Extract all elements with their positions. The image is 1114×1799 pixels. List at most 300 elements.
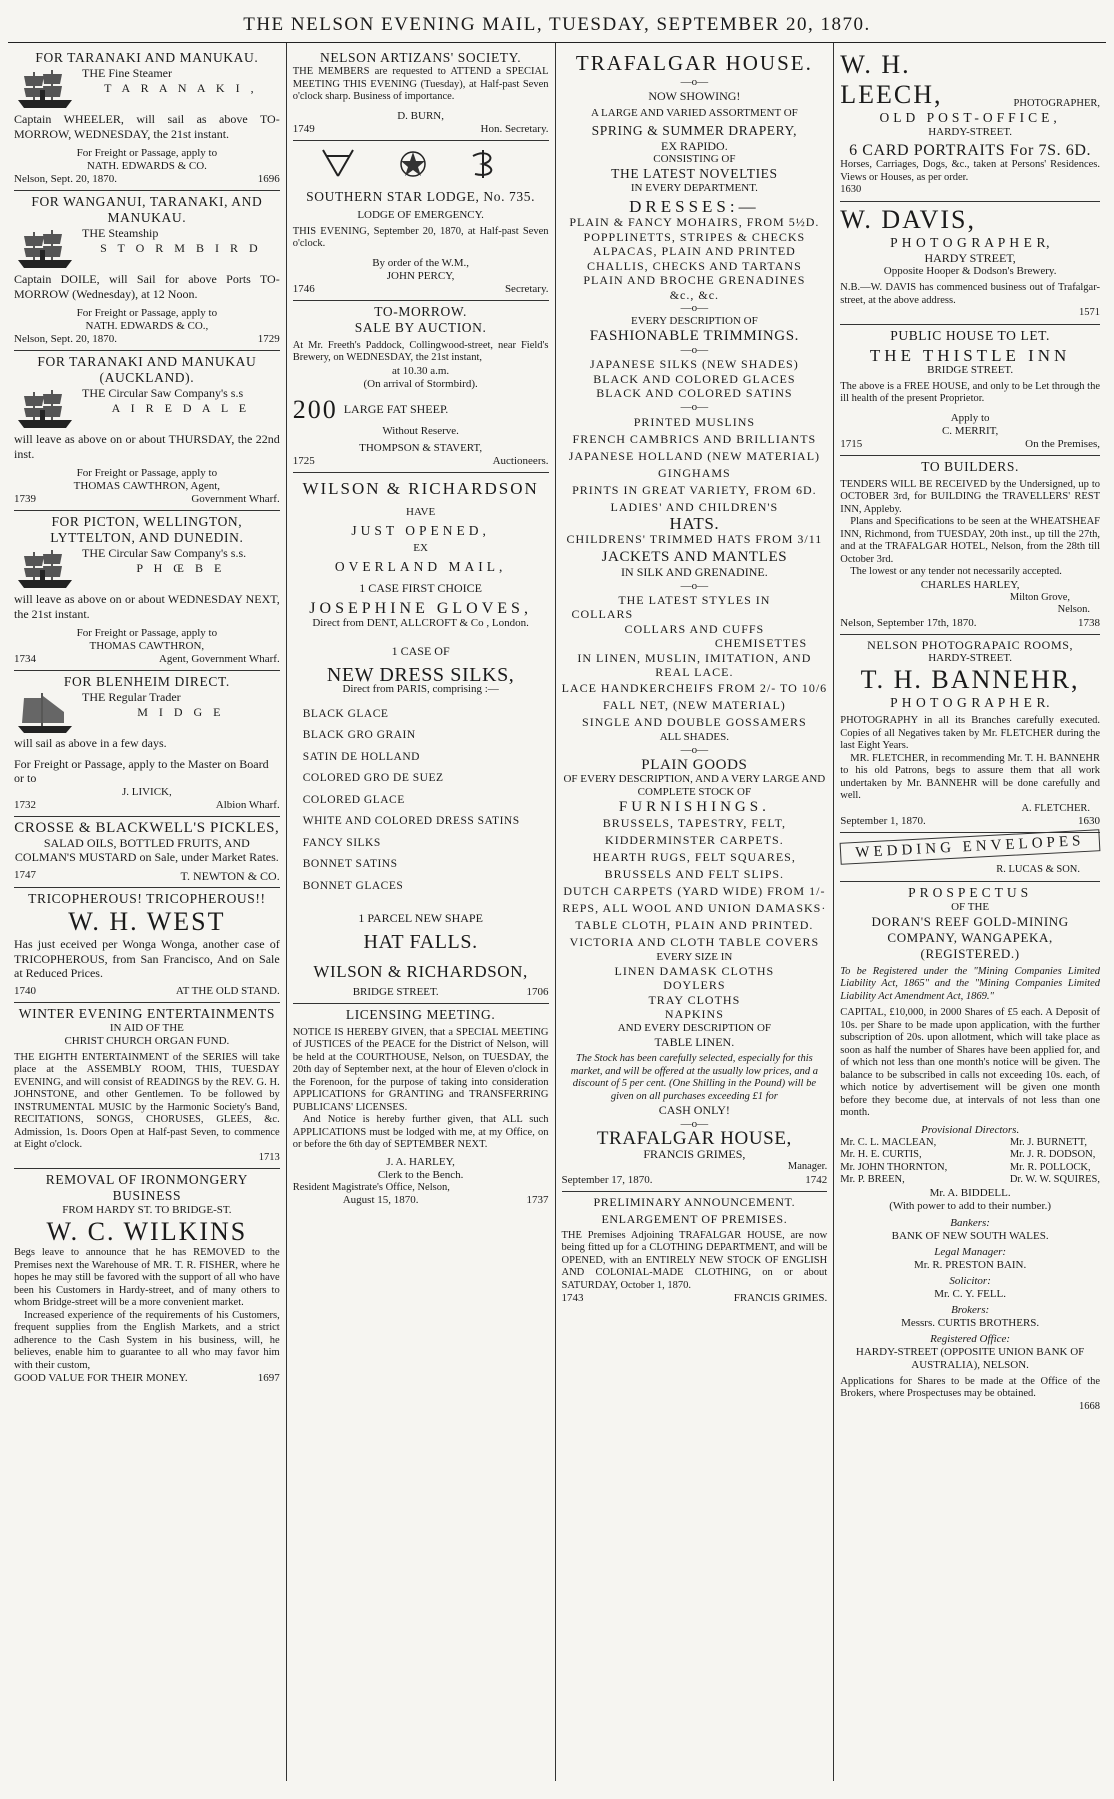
list-item: Mr. P. BREEN, (840, 1174, 905, 1185)
divider: —o— (680, 743, 709, 756)
ad-text: OF THE (951, 900, 990, 913)
ad-text: PLAIN GOODS (641, 756, 748, 773)
list-item: KIDDERMINSTER CARPETS. (605, 832, 784, 847)
ad-text: Apply to (950, 411, 990, 424)
ad-heading: FOR TARANAKI AND MANUKAU. (35, 50, 259, 65)
list-item: PLAIN & FANCY MOHAIRS, FROM 5½D. (569, 215, 820, 229)
ad-builders (840, 456, 1100, 635)
ad-text: Direct from PARIS, comprising :— (342, 682, 499, 695)
divider: —o— (680, 400, 709, 413)
ad-text: TRAFALGAR HOUSE, (596, 1127, 792, 1149)
ad-heading: PUBLIC HOUSE TO LET. (890, 327, 1050, 343)
ad-text: JUST OPENED, (351, 522, 490, 538)
ad-text: Clerk to the Bench. (377, 1168, 464, 1181)
divider: —o— (680, 1117, 709, 1130)
ad-number: 1571 (1079, 307, 1100, 318)
agent: NATH. EDWARDS & CO., (85, 320, 209, 332)
list-item: FANCY SILKS (302, 836, 381, 849)
ad-heading: TRAFALGAR HOUSE. (575, 51, 813, 75)
ad-text: EVERY DESCRIPTION OF (631, 315, 758, 327)
ad-body: THE EIGHTH ENTERTAINMENT of the SERIES will take place at the ASSEMBLY ROOM, THIS, TUESDAY EVENING, and will consist of READINGS by the REV. G. H. JOHNSTONE, and other Gentlemen. To be followed by INSTRUMENTAL MUSIC by the Harmonic Society's Band, RECITATIONS, SONGS, CHORUSES, GLEES, &c. Admission, 1s. Doors Open at Half-past Seven, to commence at Eight o'clock. (14, 1051, 280, 1150)
ad-text: EVERY SIZE IN (656, 950, 733, 963)
ad-text: Resident Magistrate's Office, Nelson, (292, 1181, 450, 1193)
ad-text: THE Regular Trader (82, 690, 181, 704)
ship-name: S T O R M B I R D (100, 240, 262, 255)
list-item: BONNET SATINS (302, 858, 398, 870)
ad-text: LODGE OF EMERGENCY. (357, 208, 484, 221)
ad-text: Registered Office: (930, 1332, 1011, 1345)
ad-heading: TO-MORROW. (374, 303, 467, 319)
ad-text: HARDY-STREET. (928, 652, 1013, 664)
ad-number: 1630 (840, 184, 862, 195)
ad-number: 1737 (526, 1194, 549, 1206)
ad-text: Legal Manager: (934, 1245, 1007, 1258)
ad-body: Captain WHEELER, will sail as above TO-MORROW, WEDNESDAY, the 21st instant. (14, 112, 280, 141)
ad-text: HAT FALLS. (363, 930, 478, 953)
ad-text: Albion Wharf. (215, 798, 280, 811)
ad-heading: FOR WANGANUI, TARANAKI, AND MANUKAU. (31, 194, 263, 225)
ad-heading: FOR PICTON, WELLINGTON, LYTTELTON, AND DUNEDIN. (50, 514, 244, 545)
columns (8, 43, 1106, 1781)
ad-number: 1713 (258, 1151, 280, 1163)
ad-number: 1747 (14, 868, 36, 881)
ad-text: Solicitor: (949, 1274, 991, 1287)
merchant-name: W. H. WEST (68, 907, 226, 936)
ad-number: 1696 (257, 173, 280, 185)
list-item: POPPLINETTS, STRIPES & CHECKS (583, 229, 806, 244)
ad-body: Horses, Carriages, Dogs, &c., taken at Persons' Residences. Views or Houses, as per order. (840, 159, 1100, 183)
ad-text: IN SILK AND GRENADINE. (621, 565, 768, 579)
ad-heading: SALE BY AUCTION. (354, 319, 487, 335)
ad-text: Brokers: (951, 1303, 990, 1316)
ad-text: AND EVERY DESCRIPTION OF (617, 1021, 772, 1034)
divider: —o— (680, 76, 709, 88)
ad-text: JOSEPHINE GLOVES, (309, 600, 532, 617)
ad-number: 1732 (14, 798, 36, 811)
signature: FRANCIS GRIMES. (733, 1292, 828, 1304)
ad-text: HARDY-STREET. (928, 126, 1013, 138)
ad-number: 1746 (292, 282, 315, 295)
ad-wedding-envelopes (840, 833, 1100, 882)
masonic-emblem-icon (293, 144, 533, 184)
ad-text: HARDY-STREET (OPPOSITE UNION BANK OF AUSTRALIA), NELSON. (855, 1345, 1085, 1371)
ad-text: DRESSES:— (629, 197, 760, 216)
list-item: HEARTH RUGS, FELT SQUARES, (592, 849, 796, 864)
ad-preliminary (562, 1192, 828, 1310)
ad-number: 1697 (257, 1372, 280, 1384)
list-item: DOYLERS (663, 978, 726, 992)
furnishings-list (562, 815, 828, 951)
ad-heading: WINTER EVENING ENTERTAINMENTS (18, 1005, 275, 1021)
ad-taranaki (14, 47, 280, 191)
ad-text: FROM HARDY ST. TO BRIDGE-ST. (62, 1204, 232, 1216)
merchant-name: W. DAVIS, (840, 204, 976, 234)
ad-text: COLLARS AND CUFFS (624, 621, 765, 636)
ad-text: THE Circular Saw Company's s.s. (82, 546, 247, 560)
ad-body: will leave as above on or about THURSDAY, the 22nd inst. (14, 432, 280, 461)
ad-davis (840, 202, 1100, 325)
ad-text: CONSISTING OF (653, 153, 736, 165)
divider: —o— (680, 344, 709, 356)
ad-text: GOOD VALUE FOR THEIR MONEY. (14, 1372, 188, 1384)
ad-number: 1743 (561, 1292, 584, 1304)
silks-list (293, 704, 549, 898)
silks-list (562, 357, 828, 401)
ad-text: THE LATEST NOVELTIES (611, 166, 778, 181)
ad-text: CHILDRENS' TRIMMED HATS FROM 3/11 (566, 531, 823, 546)
merchant-name: T. NEWTON & CO. (180, 868, 280, 883)
ad-public-house (840, 325, 1100, 456)
ad-text: IN LINEN, MUSLIN, IMITATION, AND (577, 650, 812, 665)
list-item: PRINTED MUSLINS (633, 414, 756, 429)
ad-text: Opposite Hooper & Dodson's Brewery. (883, 265, 1057, 277)
ad-text: Agent, Government Wharf. (158, 653, 280, 665)
list-item: BRUSSELS AND FELT SLIPS. (604, 866, 785, 881)
ad-text: Mr. A. BIDDELL. (929, 1186, 1011, 1199)
ad-body: To be Registered under the "Mining Companies Limited Liability Act, 1865" and the "Mining Companies Limited Liability Act Amendment Act, 1869." (840, 965, 1100, 1002)
ad-heading: PROSPECTUS (908, 884, 1033, 900)
ad-body: TENDERS WILL BE RECEIVED by the Undersigned, up to OCTOBER 3rd, for BUILDING the TRAVELLERS' REST INN, Appleby. (840, 478, 1100, 515)
ad-number: 1740 (14, 984, 36, 997)
ad-photographic-rooms (840, 635, 1100, 834)
list-item: NAPKINS (664, 1007, 724, 1021)
steamship-icon (14, 386, 76, 432)
ad-text: Mr. R. PRESTON BAIN. (913, 1258, 1027, 1271)
ad-text: IN AID OF THE (109, 1021, 184, 1034)
ad-text: SPRING & SUMMER DRAPERY, (591, 122, 798, 138)
ad-body: The lowest or any tender not necessarily accepted. (850, 566, 1062, 577)
ship-name: M I D G E (137, 704, 225, 719)
signature: CHARLES HARLEY, (920, 578, 1020, 591)
list-item: PRINTS IN GREAT VARIETY, FROM 6D. (572, 482, 817, 497)
directors-list (840, 1137, 1100, 1187)
list-item: FALL NET, (NEW MATERIAL) (602, 697, 786, 712)
ad-text: THE Circular Saw Company's s.s (82, 386, 244, 400)
ad-text: HARDY STREET, (924, 250, 1016, 265)
ad-text: Mr. C. Y. FELL. (934, 1287, 1007, 1300)
list-item: PLAIN AND BROCHE GRENADINES (583, 273, 806, 287)
list-item: JAPANESE SILKS (NEW SHADES) (590, 357, 799, 371)
list-item: JAPANESE HOLLAND (NEW MATERIAL) (568, 448, 821, 463)
list-item: SINGLE AND DOUBLE GOSSAMERS (582, 714, 807, 729)
ad-body: Plans and Specifications to be seen at the WHEATSHEAF INN, Richmond, from TUESDAY, 20th inst., up till the 27th, and at the TRAFALGAR HOTEL, Nelson, from the 28th till October 3rd. (840, 516, 1100, 565)
ad-number: 1725 (292, 454, 315, 467)
ad-text: Hon. Secretary. (480, 122, 549, 135)
ad-text: NEW DRESS SILKS, (326, 663, 515, 686)
column-4 (834, 43, 1106, 1781)
ad-text: 1 CASE FIRST CHOICE (359, 580, 483, 595)
ad-heading: WEDDING ENVELOPES (840, 829, 1101, 865)
ad-text: CHEMISETTES (714, 636, 808, 650)
ad-text: AT THE OLD STAND. (175, 984, 280, 997)
signature: C. MERRIT, (941, 424, 999, 437)
agent: J. LIVICK, (121, 785, 172, 798)
ad-text: EX RAPIDO. (661, 138, 728, 153)
list-item: LINEN DAMASK CLOTHS (614, 963, 775, 978)
ad-heading: SOUTHERN STAR LODGE, No. 735. (306, 188, 536, 204)
signature: R. LUCAS & SON. (996, 864, 1080, 875)
agent: THOMAS CAWTHRON, (89, 640, 205, 652)
ad-text: On the Premises, (1025, 437, 1100, 450)
prints-list (562, 414, 828, 516)
ad-prospectus (840, 882, 1100, 1418)
ad-text: P H O T O G R A P H E R, (890, 234, 1051, 250)
ad-body: At Mr. Freeth's Paddock, Collingwood-street, near Field's Brewery, on WEDNESDAY, the 21st instant, (292, 339, 549, 363)
lace-list (562, 680, 828, 731)
ad-text: 6 CARD PORTRAITS For 7S. 6D. (849, 142, 1092, 159)
ad-number: 1668 (1079, 1400, 1100, 1412)
ad-text: at 10.30 a.m. (392, 364, 450, 377)
ad-text: OF EVERY DESCRIPTION, AND A VERY LARGE AND COMPLETE STOCK OF (563, 772, 826, 798)
list-item: Mr. J. R. DODSON, (1009, 1149, 1096, 1160)
ad-text: For Freight or Passage, apply to (76, 467, 218, 479)
ad-text: OLD POST-OFFICE, (879, 110, 1061, 125)
ad-body: PHOTOGRAPHY in all its Branches carefully executed. Copies of all Negatives taken by Mr. FLETCHER during the last Eight Years. (840, 715, 1100, 751)
list-item: WHITE AND COLORED DRESS SATINS (302, 815, 520, 827)
ad-heading: LICENSING MEETING. (345, 1006, 496, 1022)
ad-body: will sail as above in a few days. (14, 736, 167, 750)
ad-body: MR. FLETCHER, in recommending Mr. T. H. BANNEHR to his old Patrons, begs to assure them that all work undertaken by Mr. BANNEHR will be done carefully and well. (840, 752, 1100, 801)
ad-lodge (293, 141, 549, 301)
ad-text: Manager. (787, 1161, 828, 1172)
list-item: LADIES' AND CHILDREN'S (610, 499, 779, 514)
ad-airedale (14, 351, 280, 511)
ad-number: 1742 (805, 1173, 828, 1186)
list-item: Mr. J. BURNETT, (1009, 1136, 1087, 1148)
ad-tricopherous (14, 888, 280, 1003)
ad-leech (840, 47, 1100, 202)
ad-text: REAL LACE. (655, 665, 734, 679)
ad-phoebe (14, 511, 280, 671)
signature: D. BURN, (397, 109, 444, 122)
agent: THOMAS CAWTHRON, Agent, (73, 480, 221, 492)
column-1 (8, 43, 287, 1781)
ad-text: P H O T O G R A P H E R. (890, 695, 1051, 710)
steamship-icon (14, 226, 76, 272)
ad-text: 1 CASE OF (391, 644, 450, 658)
list-item: REPS, ALL WOOL AND UNION DAMASKS· (562, 900, 827, 915)
ad-heading: ENLARGEMENT OF PREMISES. (601, 1212, 788, 1226)
ad-text: OVERLAND MAIL, (334, 558, 507, 574)
ad-text: Provisional Directors. (921, 1123, 1020, 1136)
ad-number: 1749 (292, 122, 315, 135)
ad-body: Captain DOILE, will Sail for above Ports TO-MORROW (Wednesday), at 12 Noon. (14, 272, 280, 301)
ad-text: Direct from DENT, ALLCROFT & Co , London. (312, 617, 529, 629)
ad-heading: CROSSE & BLACKWELL'S PICKLES, (14, 819, 280, 836)
ad-wilson-richardson (293, 473, 549, 1004)
ad-number: 1706 (526, 985, 549, 998)
list-item: TRAY CLOTHS (648, 992, 741, 1007)
ad-date: Nelson, Sept. 20, 1870. (14, 173, 117, 185)
ship-name: A I R E D A L E (111, 400, 251, 415)
ad-winter-entertainments (14, 1003, 280, 1170)
agent: NATH. EDWARDS & CO. (86, 160, 207, 172)
ad-text: Government Wharf. (191, 493, 280, 505)
list-item: BLACK AND COLORED SATINS (596, 386, 793, 400)
ad-text: Secretary. (504, 282, 549, 295)
ad-trafalgar-house (562, 47, 828, 1192)
ad-text: LARGE FAT SHEEP. (343, 402, 449, 417)
ship-name: P H Œ B E (136, 560, 226, 575)
ad-body: will leave as above on or about WEDNESDAY NEXT, the 21st instant. (14, 592, 280, 621)
column-2 (287, 43, 556, 1781)
ad-text: IN EVERY DEPARTMENT. (630, 182, 758, 194)
ad-number: 1738 (1078, 616, 1100, 629)
ad-heading: TRICOPHEROUS! TRICOPHEROUS!! (28, 891, 266, 906)
list-item: LACE HANDKERCHEIFS FROM 2/- TO 10/6 (561, 680, 828, 695)
merchant-name: T. H. BANNEHR, (860, 665, 1080, 694)
ad-body: Begs leave to announce that he has REMOVED to the Premises next the Warehouse of MR. T. R. FISHER, where he hopes he may still be favored with the support of all who have been his Customers in Hardy-street, and of many others to whom Bridge-street will be a more convenient market. (14, 1247, 280, 1308)
ad-body: THIS EVENING, September 20, 1870, at Half-past Seven o'clock. (292, 225, 549, 249)
ad-text: HATS. (669, 513, 720, 533)
ad-body: SALAD OILS, BOTTLED FRUITS, AND COLMAN'S MUSTARD on Sale, under Market Rates. (14, 835, 279, 864)
merchant-name: W. H. LEECH, (840, 50, 943, 109)
list-item: BRUSSELS, TAPESTRY, FELT, (602, 815, 787, 830)
ad-body: NOTICE IS HEREBY GIVEN, that a SPECIAL MEETING of JUSTICES of the PEACE for the District of Nelson, will be held at the COURTHOUSE, Nelson, on TUESDAY, the 20th day of September next, at the hour of Eleven o'clock in the Forenoon, for the purpose of taking into consideration APPLICATIONS for GRANTING and TRANSFERRING PUBLICANS' LICENSES. (292, 1026, 549, 1113)
ad-body: THE Premises Adjoining TRAFALGAR HOUSE, are now being fitted up for a CLOTHING DEPARTMENT, and will be OPENED, with an ENTIRELY NEW STOCK OF ENGLISH AND COLONIAL-MADE CLOTHING, on or about SATURDAY, October 1, 1870. (561, 1229, 828, 1291)
sailing-ship-icon (14, 690, 76, 736)
list-item: VICTORIA AND CLOTH TABLE COVERS (569, 934, 820, 949)
signature: J. A. HARLEY, (386, 1155, 455, 1168)
ad-body: The Stock has been carefully selected, especially for this market, and will be offered at the usually low prices, and a discount of 5 per cent. (One Shilling in the Pound) will be given on all purchases exceeding £1 for (570, 1053, 818, 1102)
ad-heading: NELSON PHOTOGRAPAIC ROOMS, (867, 637, 1074, 652)
ad-body: The above is a FREE HOUSE, and only to be Let through the ill health of the present Proprietor. (840, 380, 1100, 404)
signature: JOHN PERCY, (386, 269, 455, 282)
ad-text: Milton Grove, (1009, 591, 1070, 603)
ad-text: (With power to add to their number.) (889, 1199, 1051, 1212)
ad-heading: FOR TARANAKI AND MANUKAU (AUCKLAND). (37, 354, 257, 385)
ad-body: And Notice is hereby further given, that ALL such APPLICATIONS must be lodged with me, at my Office, on or before the 6th day of SEPTEMBER NEXT. (292, 1114, 549, 1150)
divider: —o— (680, 579, 709, 592)
divider: —o— (680, 302, 709, 314)
steamship-icon (14, 66, 76, 112)
ad-text: A LARGE AND VARIED ASSORTMENT OF (590, 106, 798, 119)
ad-heading: PRELIMINARY ANNOUNCEMENT. (593, 1194, 796, 1209)
ad-artizans (293, 47, 549, 141)
ad-heading: TO BUILDERS. (921, 458, 1019, 474)
ad-text: (On arrival of Stormbird). (363, 377, 478, 390)
ad-text: NOW SHOWING! (648, 89, 741, 103)
signature: THOMPSON & STAVERT, (359, 441, 483, 454)
list-item: DUTCH CARPETS (YARD WIDE) FROM 1/- (563, 883, 826, 898)
ad-text: HAVE (406, 505, 436, 518)
ad-number: 1729 (257, 333, 280, 345)
linen-list (562, 964, 828, 1022)
ad-text: EX (413, 541, 428, 554)
ad-text: BANK OF NEW SOUTH WALES. (891, 1229, 1049, 1242)
ad-body: N.B.—W. DAVIS has commenced business out of Trafalgar-street, at the above address. (840, 282, 1100, 306)
steamship-icon (14, 546, 76, 592)
ad-licensing (293, 1004, 549, 1212)
list-item: BLACK GRO GRAIN (302, 729, 416, 741)
newspaper-page (8, 8, 1106, 1783)
ad-removal (14, 1169, 280, 1389)
ad-text: Without Reserve. (382, 424, 459, 437)
ad-body: CAPITAL, £10,000, in 2000 Shares of £5 each. A Deposit of 10s. per Share to be made upon application, with the further subscription of 20s. upon allotment, which will take place as soon as half the number of Shares have been applied for, and of which not less than one month's notice will be given. The balance to be subscribed in calls not exceeding 10s. each, of which notice by advertisement will be given one month before they become due, at intervals of not less than one month. (840, 1007, 1100, 1118)
ad-text: For Freight or Passage, apply to (76, 307, 218, 319)
ad-midge (14, 671, 280, 817)
ad-body: Has just eceived per Wonga Wonga, another case of TRICOPHEROUS, from San Francisco, And on Sale at Reduced Prices. (14, 937, 280, 980)
ad-text: ALL SHADES. (659, 730, 729, 743)
ad-text: THE Steamship (82, 226, 159, 240)
ad-text: FURNISHINGS. (618, 798, 770, 815)
ad-text: Nelson. (1057, 604, 1090, 615)
list-item: COLORED GLACE (302, 793, 405, 806)
ad-number: 1715 (840, 437, 863, 450)
signature: FRANCIS GRIMES, (643, 1146, 746, 1161)
ad-heading: REMOVAL OF IRONMONGERY BUSINESS (45, 1172, 248, 1203)
ad-body: Increased experience of the requirements of his Customers, frequent supplies from the English Markets, and a strict adherence to the Cash System in his business, will, he believes, enable him to guarantee to all who may favor him with their custom, (14, 1309, 280, 1371)
ad-date: Nelson, Sept. 20, 1870. (14, 333, 117, 345)
ad-text: TABLE LINEN. (654, 1034, 735, 1049)
ad-text: JACKETS AND MANTLES (601, 549, 788, 565)
ad-text: 1 PARCEL NEW SHAPE (358, 911, 483, 925)
list-item: Mr. C. L. MACLEAN, (840, 1136, 937, 1148)
ad-number: 1739 (14, 493, 36, 505)
ad-text: WILSON & RICHARDSON, (313, 961, 528, 981)
ad-date: Nelson, September 17th, 1870. (840, 616, 977, 629)
list-item: Dr. W. W. SQUIRES, (1009, 1174, 1100, 1185)
ad-text: FASHIONABLE TRIMMINGS. (589, 328, 800, 344)
ad-text: PHOTOGRAPHER, (1013, 97, 1100, 109)
ad-text: For Freight or Passage, apply to (76, 627, 218, 639)
ad-heading: WILSON & RICHARDSON (302, 478, 539, 498)
ad-text: BRIDGE STREET. (927, 363, 1014, 376)
list-item: GINGHAMS (658, 465, 731, 480)
masthead: THE NELSON EVENING MAIL, TUESDAY, SEPTEMBER 20, 1870. (8, 8, 1106, 43)
ad-text: By order of the W.M., (372, 256, 470, 269)
ad-text: THE LATEST STYLES IN (618, 592, 771, 607)
list-item: BLACK AND COLORED GLACES (593, 371, 796, 386)
list-item: Mr. R. POLLOCK, (1009, 1161, 1091, 1173)
ad-heading: NELSON ARTIZANS' SOCIETY. (319, 50, 522, 65)
ad-text: DORAN'S REEF GOLD-MINING COMPANY, WANGAPEKA, (REGISTERED.) (871, 913, 1069, 961)
list-item: SATIN DE HOLLAND (302, 750, 420, 763)
list-item: TABLE CLOTH, PLAIN AND PRINTED. (575, 917, 814, 932)
ship-name: T A R A N A K I , (104, 80, 258, 95)
list-item: BONNET GLACES (302, 879, 404, 892)
ad-text: Messrs. CURTIS BROTHERS. (901, 1316, 1040, 1329)
ad-text: THE Fine Steamer (82, 66, 172, 80)
list-item: CHALLIS, CHECKS AND TARTANS (586, 258, 802, 273)
ad-text: CASH ONLY! (658, 1103, 730, 1117)
ad-text: Auctioneers. (492, 454, 549, 467)
list-item: ALPACAS, PLAIN AND PRINTED (592, 244, 796, 258)
quantity: 200 (292, 394, 338, 424)
ad-auction (293, 301, 549, 473)
list-item: Mr. H. E. CURTIS, (840, 1149, 922, 1160)
ad-date: September 17, 1870. (561, 1173, 653, 1186)
ad-body: THE MEMBERS are requested to ATTEND a SPECIAL MEETING THIS EVENING (Tuesday), at Half-past Seven o'clock sharp. Business of importance. (292, 66, 549, 102)
list-item: FRENCH CAMBRICS AND BRILLIANTS (572, 431, 817, 446)
list-item: Mr. JOHN THORNTON, (840, 1161, 948, 1173)
ad-number: 1734 (14, 653, 36, 665)
ad-wanganui (14, 191, 280, 351)
list-item: BLACK GLACE (302, 707, 389, 720)
ad-text: For Freight or Passage, apply to (76, 147, 218, 159)
dresses-list (562, 215, 828, 302)
ad-text: COLLARS (571, 607, 634, 621)
signature: A. FLETCHER. (1021, 802, 1090, 814)
ad-text: THE THISTLE INN (869, 345, 1071, 365)
merchant-name: W. C. WILKINS (46, 1217, 248, 1246)
list-item: &c., &c. (669, 287, 720, 302)
ad-date: August 15, 1870. (342, 1194, 419, 1206)
ad-heading: FOR BLENHEIM DIRECT. (63, 674, 230, 689)
ad-pickles (14, 817, 280, 889)
ad-date: September 1, 1870. (840, 815, 926, 827)
ad-number: 1630 (1078, 815, 1100, 827)
